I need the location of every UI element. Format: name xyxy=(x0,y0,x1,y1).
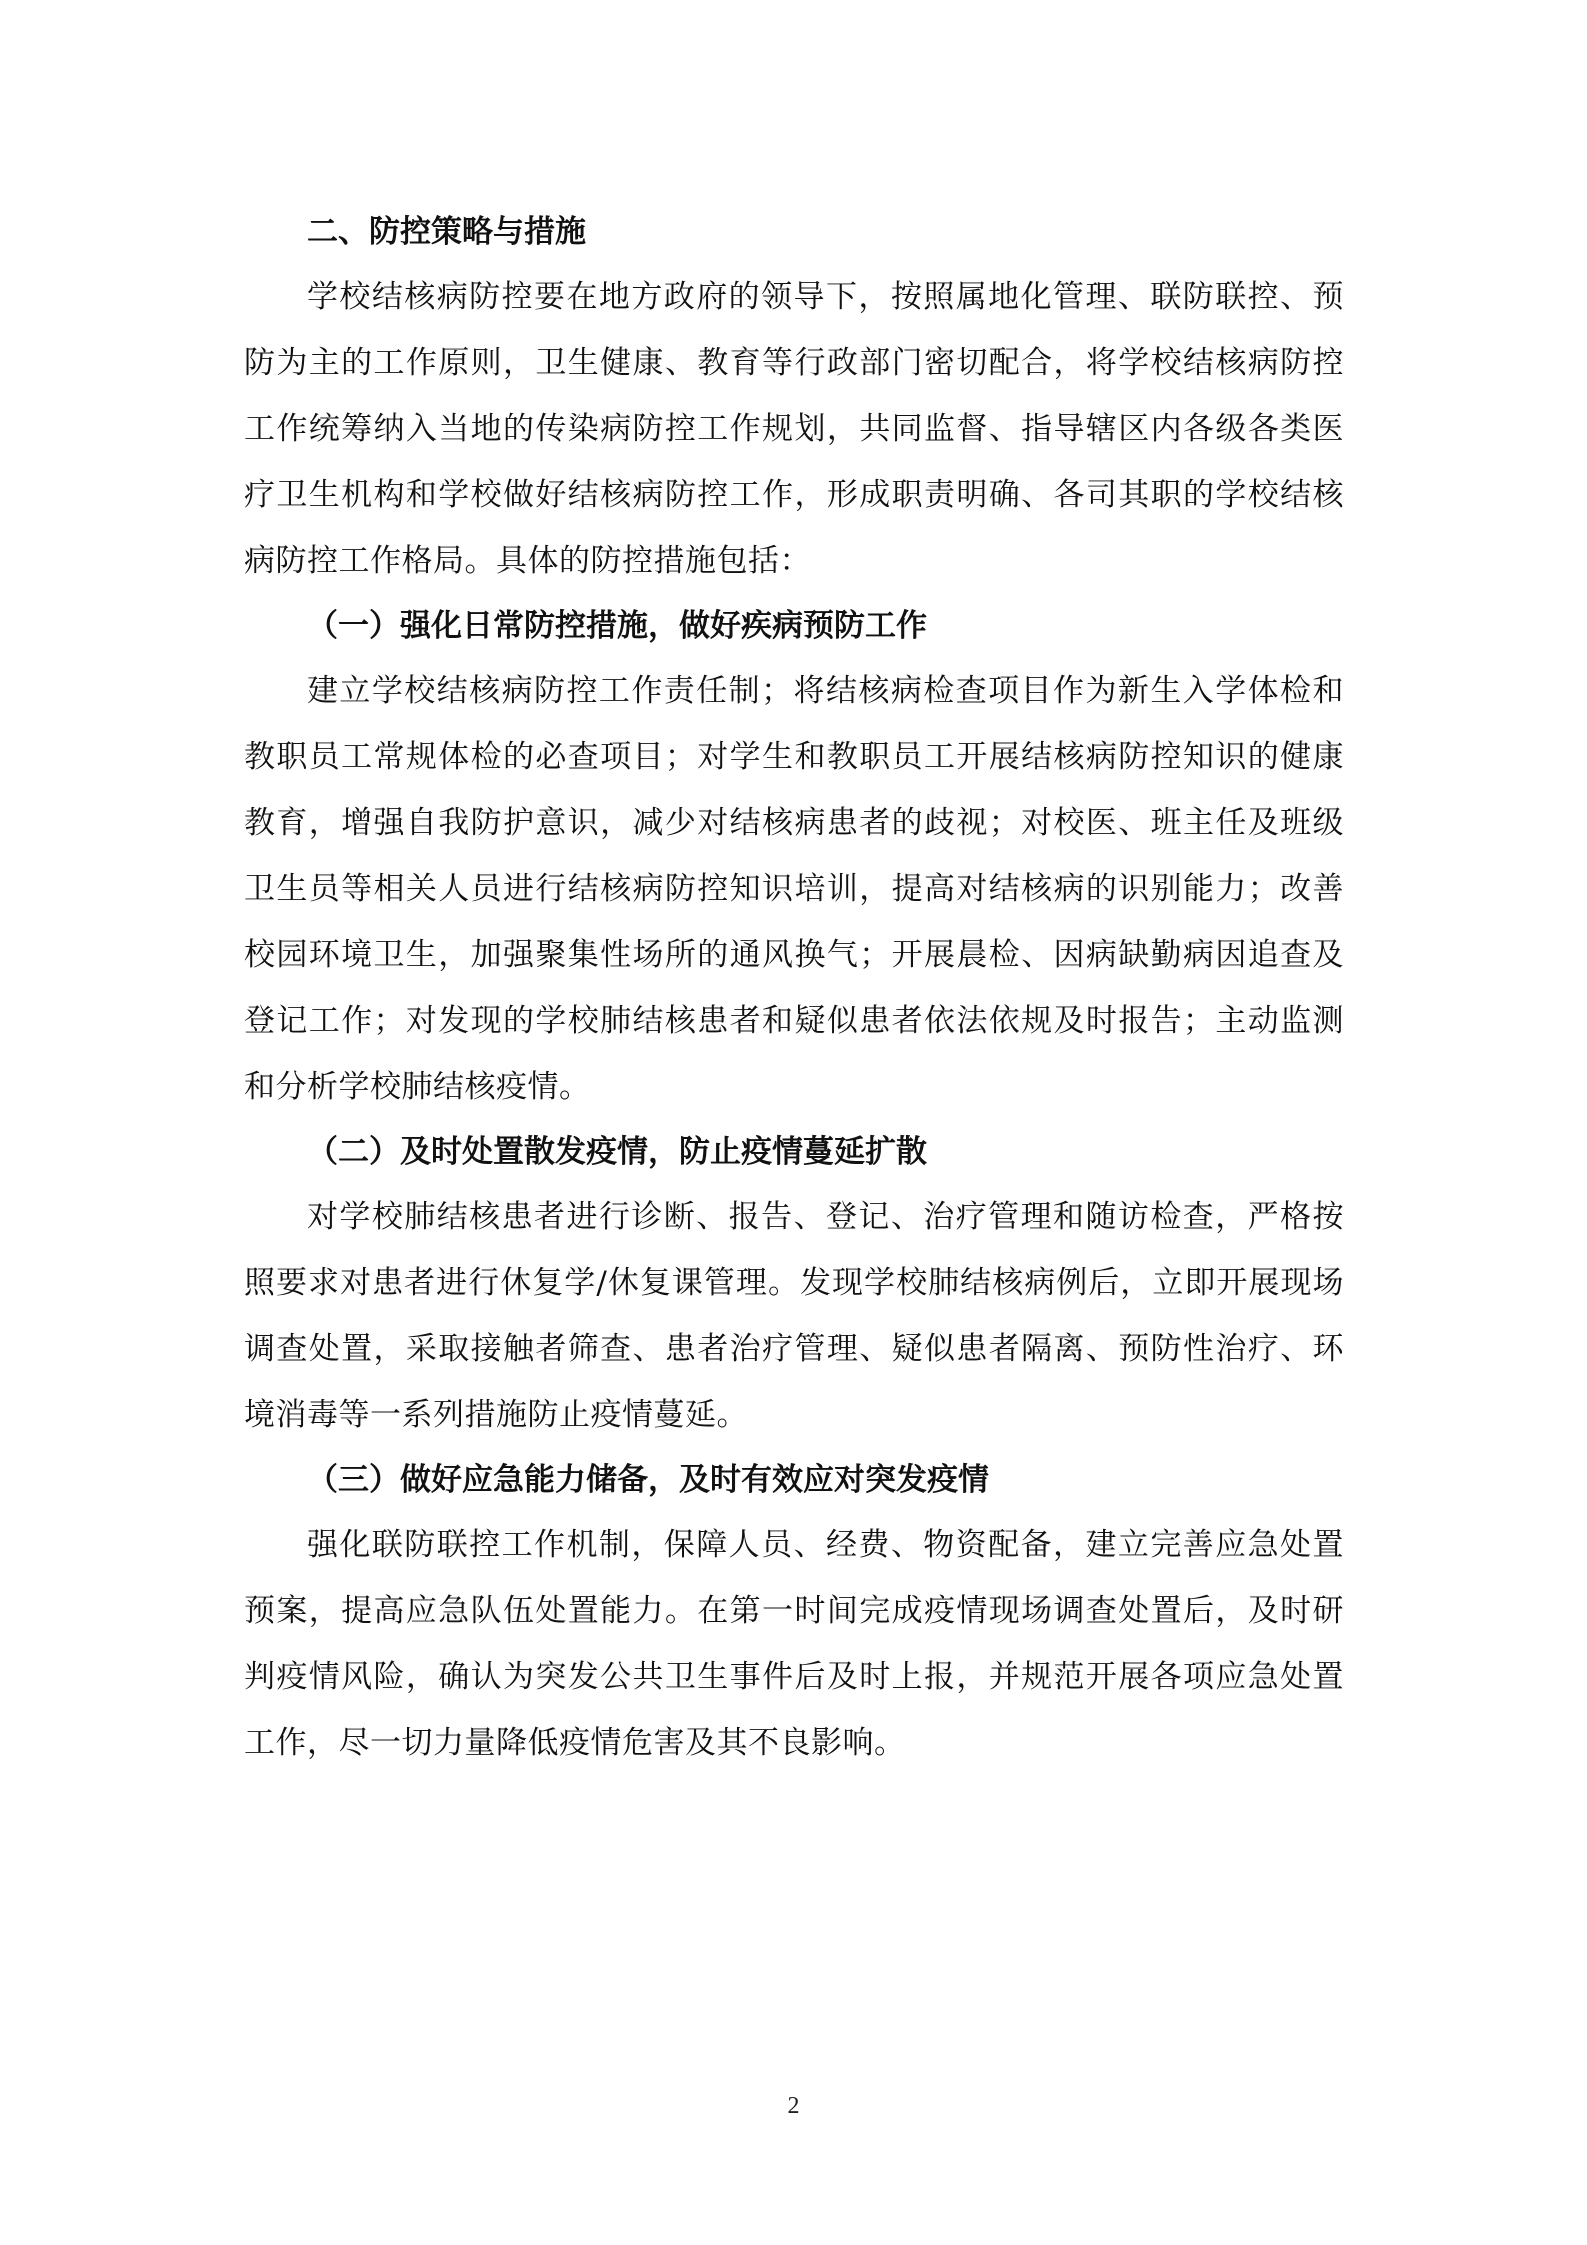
subsection-3-title: （三）做好应急能力储备，及时有效应对突发疫情 xyxy=(307,1462,989,1498)
subsection-1-title: （一）强化日常防控措施，做好疾病预防工作 xyxy=(307,608,927,644)
subsection-2-title: （二）及时处置散发疫情，防止疫情蔓延扩散 xyxy=(307,1134,927,1170)
document-body xyxy=(244,200,1344,1776)
page-number: 2 xyxy=(787,2093,800,2119)
subsection-1-body: 建立学校结核病防控工作责任制；将结核病检查项目作为新生入学体检和教职员工常规体检的必查项目；对学生和教职员工开展结核病防控知识的健康教育，增强自我防护意识，减少对结核病患者的歧视；对校医、班主任及班级卫生员等相关人员进行结核病防控知识培训，提高对结核病的识别能力；改善校园环境卫生，加强聚集性场所的通风换气；开展晨检、因病缺勤病因追查及登记工作；对发现的学校肺结核患者和疑似患者依法依规及时报告；主动监测和分析学校肺结核疫情。 xyxy=(244,673,1344,1105)
intro-paragraph: 学校结核病防控要在地方政府的领导下，按照属地化管理、联防联控、预防为主的工作原则，卫生健康、教育等行政部门密切配合，将学校结核病防控工作统筹纳入当地的传染病防控工作规划，共同监督、指导辖区内各级各类医疗卫生机构和学校做好结核病防控工作，形成职责明确、各司其职的学校结核病防控工作格局。具体的防控措施包括： xyxy=(244,279,1344,579)
section-title: 二、防控策略与措施 xyxy=(307,214,586,250)
subsection-3-body: 强化联防联控工作机制，保障人员、经费、物资配备，建立完善应急处置预案，提高应急队伍处置能力。在第一时间完成疫情现场调查处置后，及时研判疫情风险，确认为突发公共卫生事件后及时上报，并规范开展各项应急处置工作，尽一切力量降低疫情危害及其不良影响。 xyxy=(244,1527,1344,1761)
subsection-2-body: 对学校肺结核患者进行诊断、报告、登记、治疗管理和随访检查，严格按照要求对患者进行休复学/休复课管理。发现学校肺结核病例后，立即开展现场调查处置，采取接触者筛查、患者治疗管理、疑似患者隔离、预防性治疗、环境消毒等一系列措施防止疫情蔓延。 xyxy=(244,1199,1344,1433)
